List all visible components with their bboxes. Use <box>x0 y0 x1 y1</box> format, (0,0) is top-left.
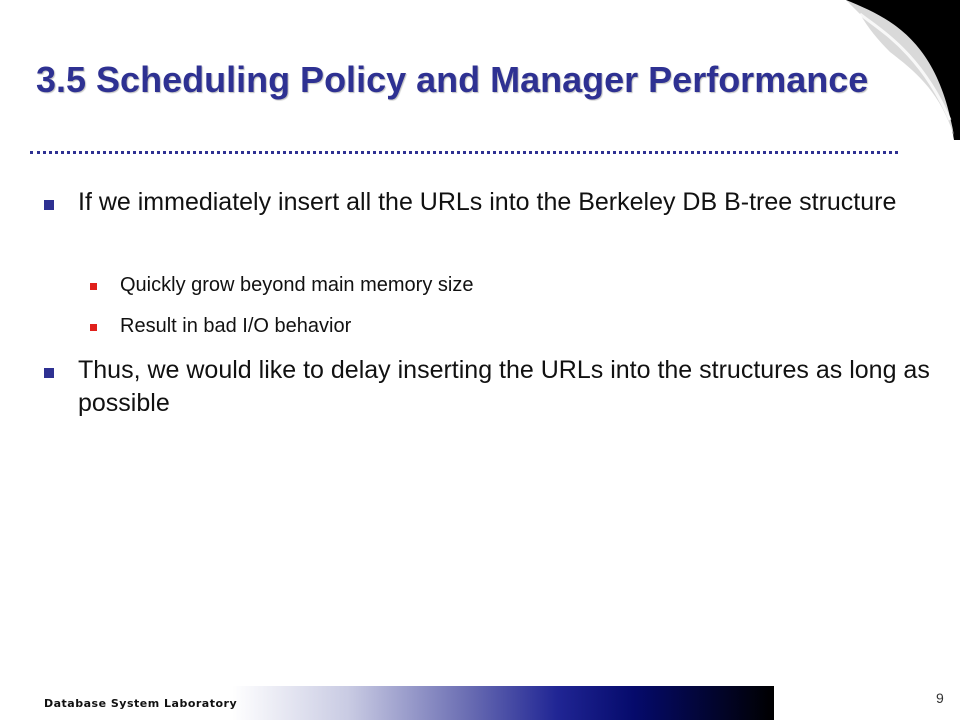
bullet-square-icon <box>44 200 54 210</box>
bullet-item-1 <box>78 186 938 219</box>
sub-bullet-text: Result in bad I/O behavior <box>120 315 352 337</box>
slide-title: 3.5 Scheduling Policy and Manager Performance <box>36 59 869 100</box>
bullet-item-2 <box>78 354 938 420</box>
bullet-text: Thus, we would like to delay inserting the URLs into the structures as long as possible <box>78 356 930 417</box>
bullet-text: If we immediately insert all the URLs into the Berkeley DB B-tree structure <box>78 188 897 216</box>
sub-bullet-text: Quickly grow beyond main memory size <box>120 274 474 296</box>
sub-bullet-square-icon <box>90 324 97 331</box>
sub-bullet-square-icon <box>90 283 97 290</box>
sub-bullet-item-2 <box>120 313 920 339</box>
sub-bullet-item-1 <box>120 272 920 298</box>
bullet-square-icon <box>44 368 54 378</box>
page-number: 9 <box>936 690 944 706</box>
footer-lab-name: Database System Laboratory <box>44 697 238 710</box>
